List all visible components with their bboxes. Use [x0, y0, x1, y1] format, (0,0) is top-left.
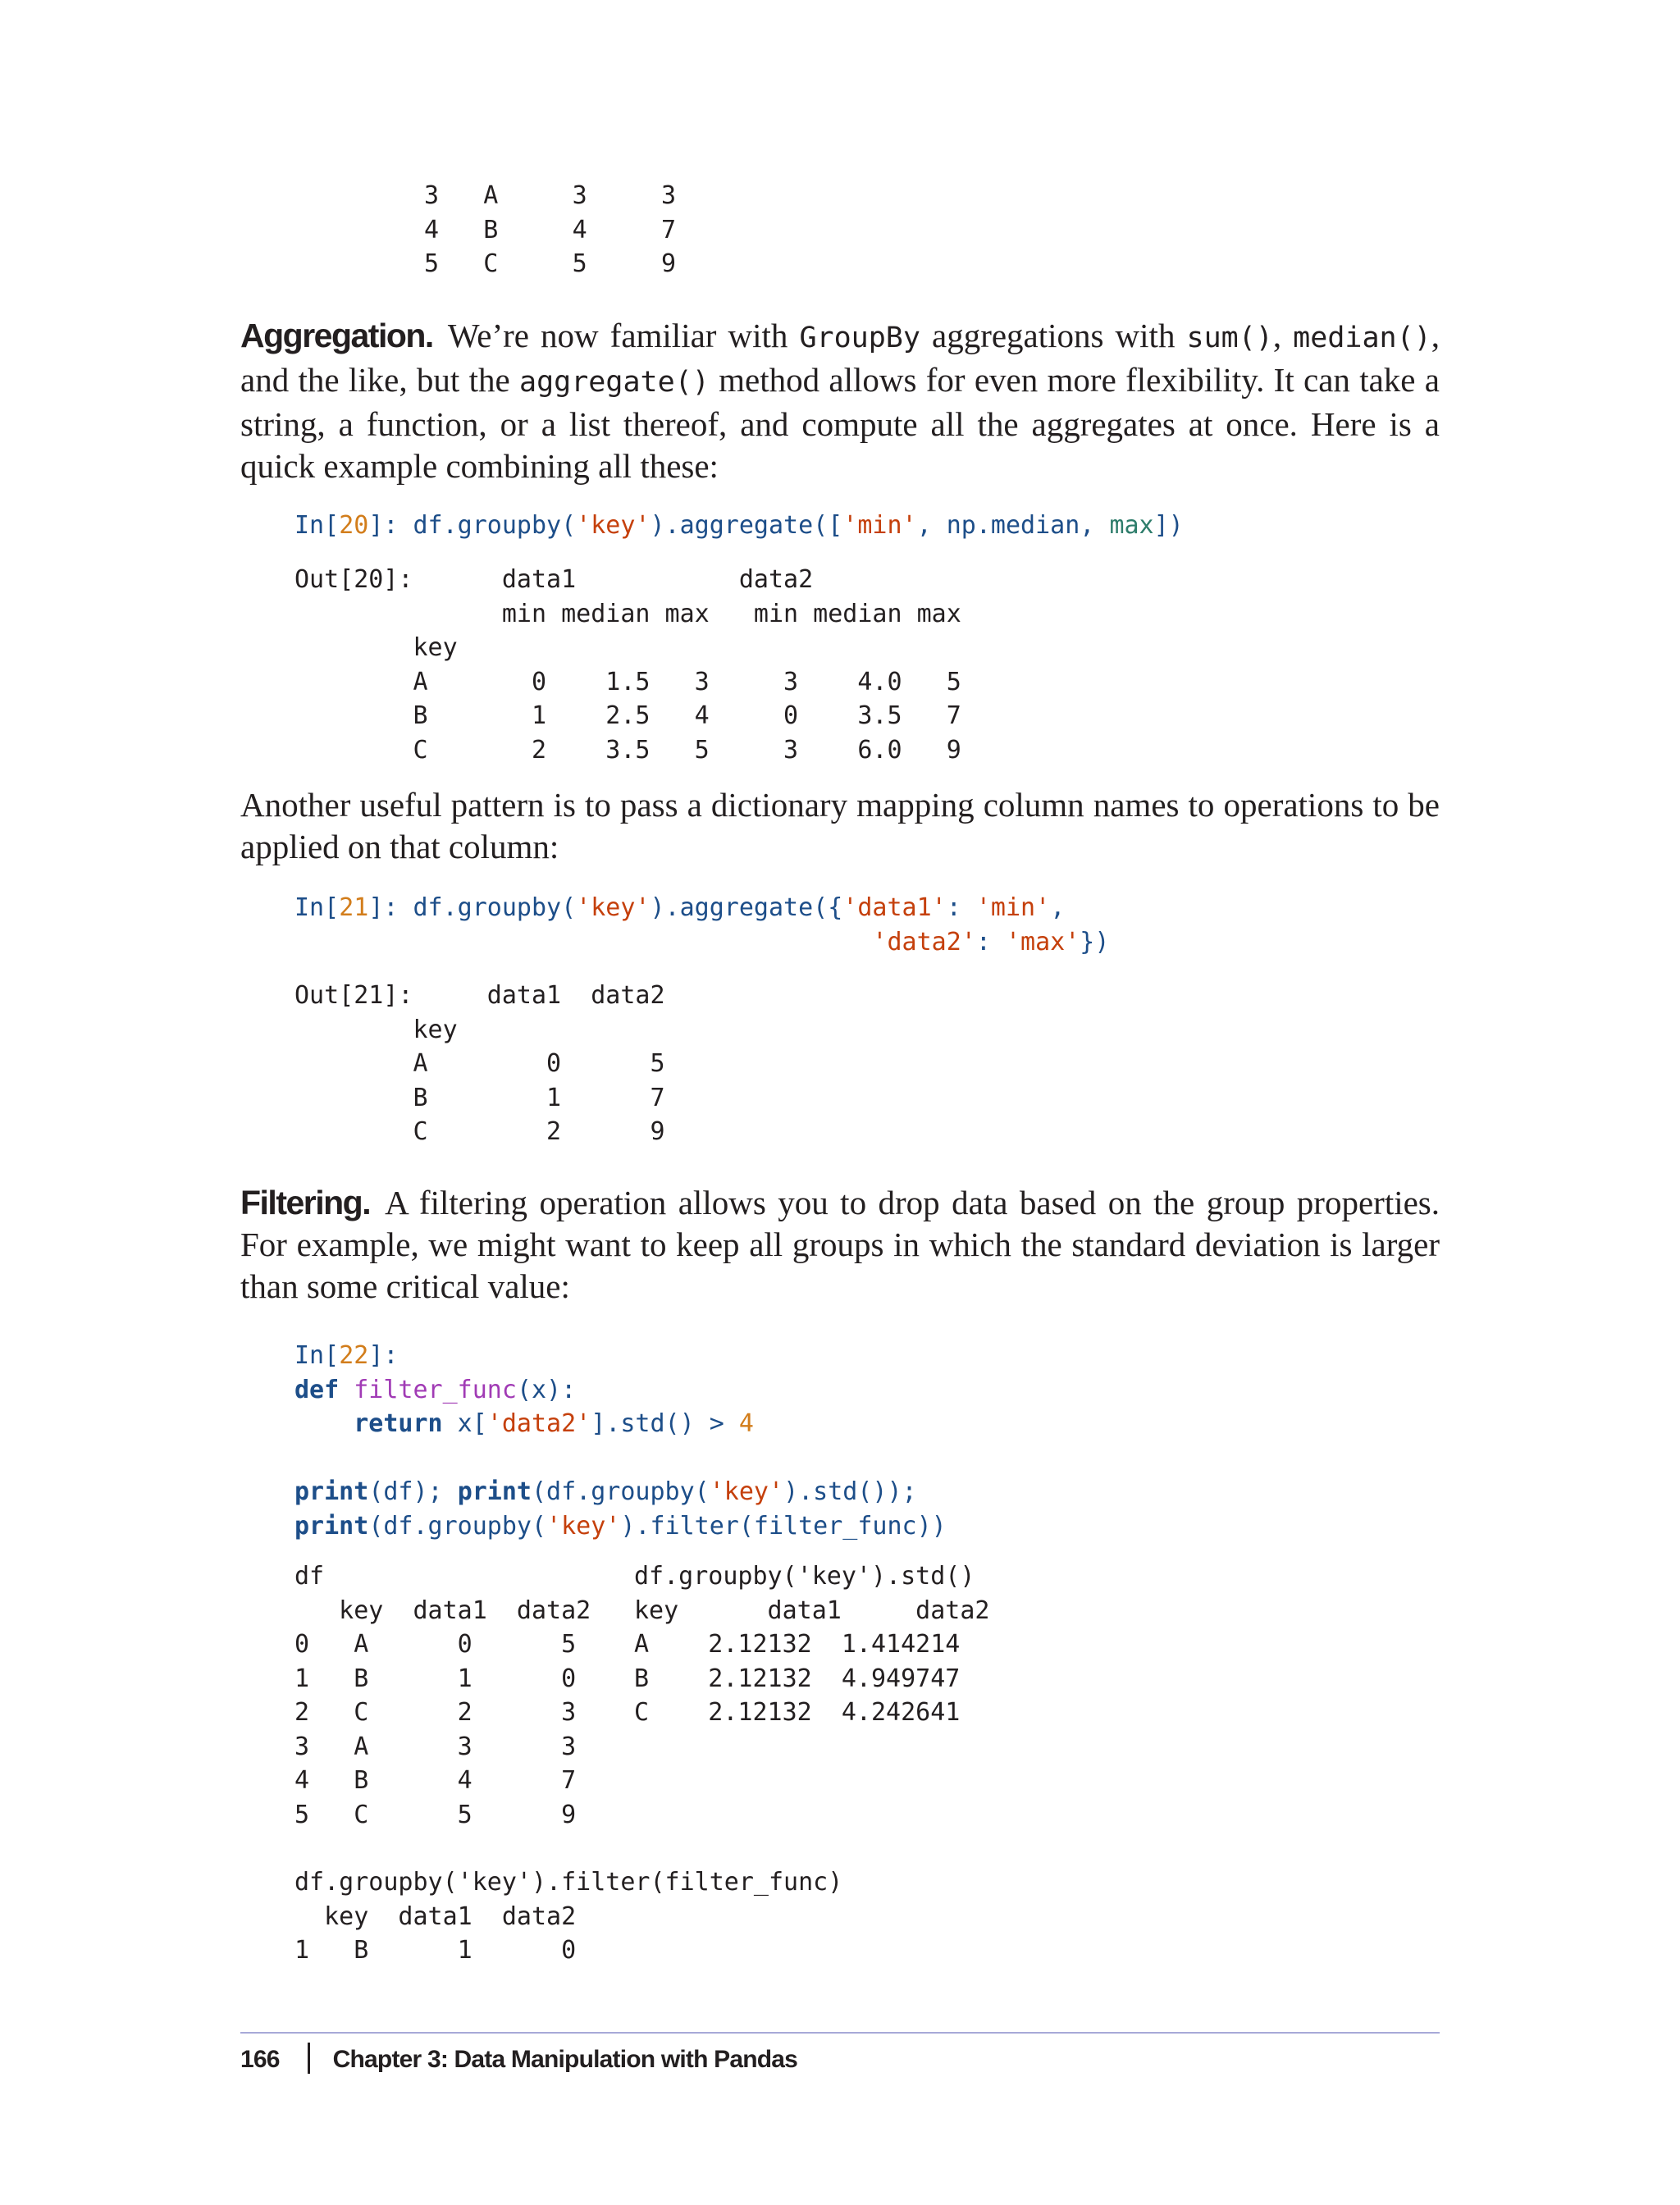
code-input-22: In[22]: def filter_func(x): return x['data2'].std() > 4 print(df); print(df.groupby('key').std()); print(df.groupby('key').filter(filter_func)) — [294, 1341, 947, 1541]
filtering-heading: Filtering. — [240, 1184, 371, 1221]
footer-separator — [308, 2043, 310, 2074]
chapter-title: Chapter 3: Data Manipulation with Pandas — [332, 2046, 798, 2073]
code-input-21: In[21]: df.groupby('key').aggregate({'data1': 'min', 'data2': 'max'}) — [294, 893, 1110, 956]
code-output-20: Out[20]: data1 data2 min median max min median max key A 0 1.5 3 3 4.0 5 B 1 2.5 4 0 3.5 7 C 2 3.5 5 3 6.0 9 — [294, 565, 961, 765]
output-filter-table: df.groupby('key').filter(filter_func) key data1 data2 1 B 1 0 — [294, 1868, 843, 1965]
dictionary-paragraph: Another useful pattern is to pass a dictionary mapping column names to operations to be applied on that column: — [240, 786, 1440, 865]
footer-rule — [240, 2032, 1440, 2034]
table-row: 4 B 4 7 — [424, 215, 677, 244]
code-input-20: In[20]: df.groupby('key').aggregate(['min', np.median, max]) — [294, 511, 1184, 540]
previous-table-tail — [424, 179, 676, 281]
page-footer — [240, 2043, 797, 2074]
filtering-paragraph: Filtering. A filtering operation allows you to drop data based on the group properties. For example, we might want to keep all groups in which the standard deviation is larger than some critical value: — [240, 1184, 1440, 1305]
table-row: 3 A 3 3 — [424, 181, 677, 210]
aggregation-heading: Aggregation. — [240, 317, 433, 354]
table-row: 5 C 5 9 — [424, 249, 677, 278]
code-output-21: Out[21]: data1 data2 key A 0 5 B 1 7 C 2 9 — [294, 981, 665, 1146]
output-df-table: df key data1 data2 0 A 0 5 1 B 1 0 2 C 2 3 3 A 3 3 4 B 4 7 5 C 5 9 — [294, 1562, 591, 1829]
output-groupby-std-table: df.groupby('key').std() key data1 data2 A 2.12132 1.414214 B 2.12132 4.949747 C 2.12132 4.242641 — [634, 1562, 990, 1727]
aggregation-paragraph: Aggregation. We’re now familiar with GroupBy aggregations with sum(), median(), and the like, but the aggregate() method allows for even more flexibility. It can take a string, a function, or a list thereof, and compute all the aggregates at once. Here is a quick example combining all these: — [240, 317, 1440, 485]
page-number: 166 — [240, 2046, 280, 2073]
